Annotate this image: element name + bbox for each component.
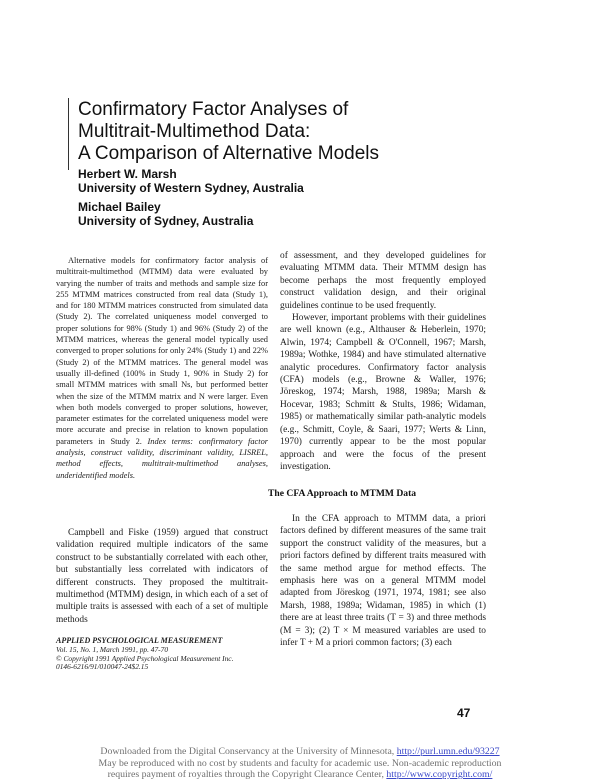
footer-line-3 [0, 769, 600, 781]
footer-source-text: Downloaded from the Digital Conservancy at the University of Minnesota, [100, 746, 395, 757]
footer-royalties-text: requires payment of royalties through the Copyright Clearance Center, [107, 769, 384, 781]
section-heading: The CFA Approach to MTMM Data [268, 488, 417, 499]
title-line-2: Multitrait-Multimethod Data: [78, 121, 311, 142]
journal-issn: 0146-6216/91/010047-24$2.15 [56, 662, 149, 672]
abstract [56, 255, 268, 481]
paragraph-3: In the CFA approach to MTMM data, a priori factors defined by different measures of the same trait support the construct validity of the measures, but a priori factors defined by different traits measured with the same method argue for method effects. The emphasis here was on a general MTMM model adapted from Jöreskog (1971, 1974, 1981; see also Marsh, 1988, 1989a; Widaman, 1985) in which (1) there are at least three traits (T = 3) and three methods (M = 3); (2) T × M measured variables are used to infer T + M a priori common factors; (3) each [280, 514, 486, 649]
author-1-name: Herbert W. Marsh [78, 167, 177, 181]
journal-copyright: © Copyright 1991 Applied Psychological Measurement Inc. [56, 653, 234, 663]
title-rule [68, 98, 69, 170]
title-line-3: A Comparison of Alternative Models [78, 143, 379, 164]
article-title [78, 99, 498, 165]
right-column-top [280, 250, 486, 473]
author-2-name: Michael Bailey [78, 200, 161, 214]
journal-name: APPLIED PSYCHOLOGICAL MEASUREMENT [56, 636, 223, 645]
abstract-text: Alternative models for confirmatory factor analysis of multitrait-multimethod (MTMM) data were evaluated by varying the number of traits and methods and sample size for 255 MTMM matrices constructed from real data (Study 1), and for 180 MTMM matrices constructed from simulated data (Study 2). The correlated uniqueness model converged to proper solutions for 98% (Study 1) and 96% (Study 2) of the MTMM matrices, whereas the general model typically used converged to proper solutions for only 24% (Study 1) and 22% (Study 2) of the MTMM matrices. The general model was usually ill-defined (100% in Study 1, 90% in Study 2) for small MTMM matrices with small Ns, but performed better when the size of the MTMM matrix and N were larger. Even when both models converged to proper solutions, however, parameter estimates for the correlated uniqueness model were more accurate and precise in relation to known population parameters in Study 2. [56, 256, 268, 446]
author-2-affiliation: University of Sydney, Australia [78, 214, 254, 228]
author-1-affiliation: University of Western Sydney, Australia [78, 181, 304, 195]
journal-volume: Vol. 15, No. 1, March 1991, pp. 47-70 [56, 644, 169, 654]
journal-info [56, 637, 270, 672]
footer-line-1 [0, 746, 600, 758]
intro-paragraph: Campbell and Fiske (1959) argued that construct validation required multiple indicators of the same construct to be substantially correlated with each other, but substantially less correlated with indicators of different constructs. They proposed the multitrait-multimethod (MTMM) design, in which each of a set of multiple traits is assessed with each of a set of multiple methods [56, 528, 268, 625]
page-number: 47 [457, 706, 471, 720]
paragraph-2: However, important problems with their guidelines are well known (e.g., Althauser & Heberlein, 1970; Alwin, 1974; Campbell & O'Connell, 1967; Marsh, 1989a; Wothke, 1984) and have stimulated alternative analytic procedures. Confirmatory factor analysis (CFA) models (e.g., Browne & Waller, 1976; Jöreskog, 1974; Marsh, 1988, 1989a; Marsh & Hocevar, 1983; Schmitt & Stults, 1986; Widaman, 1985) or mathematically similar path-analytic models (e.g., Schmitt, Coyle, & Saari, 1977; Werts & Linn, 1970) currently appear to be the most popular approach and were the focus of the present investigation. [280, 313, 486, 472]
paragraph-1: of assessment, and they developed guidelines for evaluating MTMM data. Their MTMM design has become perhaps the most frequently employed construct validation design, and their original guidelines continue to be used frequently. [280, 251, 486, 311]
copyright-link[interactable]: http://www.copyright.com/ [386, 769, 493, 781]
footer-line-2: May be reproduced with no cost by students and faculty for academic use. Non-academic reproduction [98, 757, 502, 769]
index-terms: confirmatory factor analysis, construct validity, discriminant validity, LISREL, method effects, multitrait-multimethod analyses, underidentified models. [56, 436, 269, 480]
right-column-bottom [280, 513, 486, 649]
conservancy-link[interactable]: http://purl.umn.edu/93227 [396, 746, 500, 757]
title-line-1: Confirmatory Factor Analyses of [78, 99, 349, 120]
index-terms-label: Index terms: [147, 436, 194, 446]
